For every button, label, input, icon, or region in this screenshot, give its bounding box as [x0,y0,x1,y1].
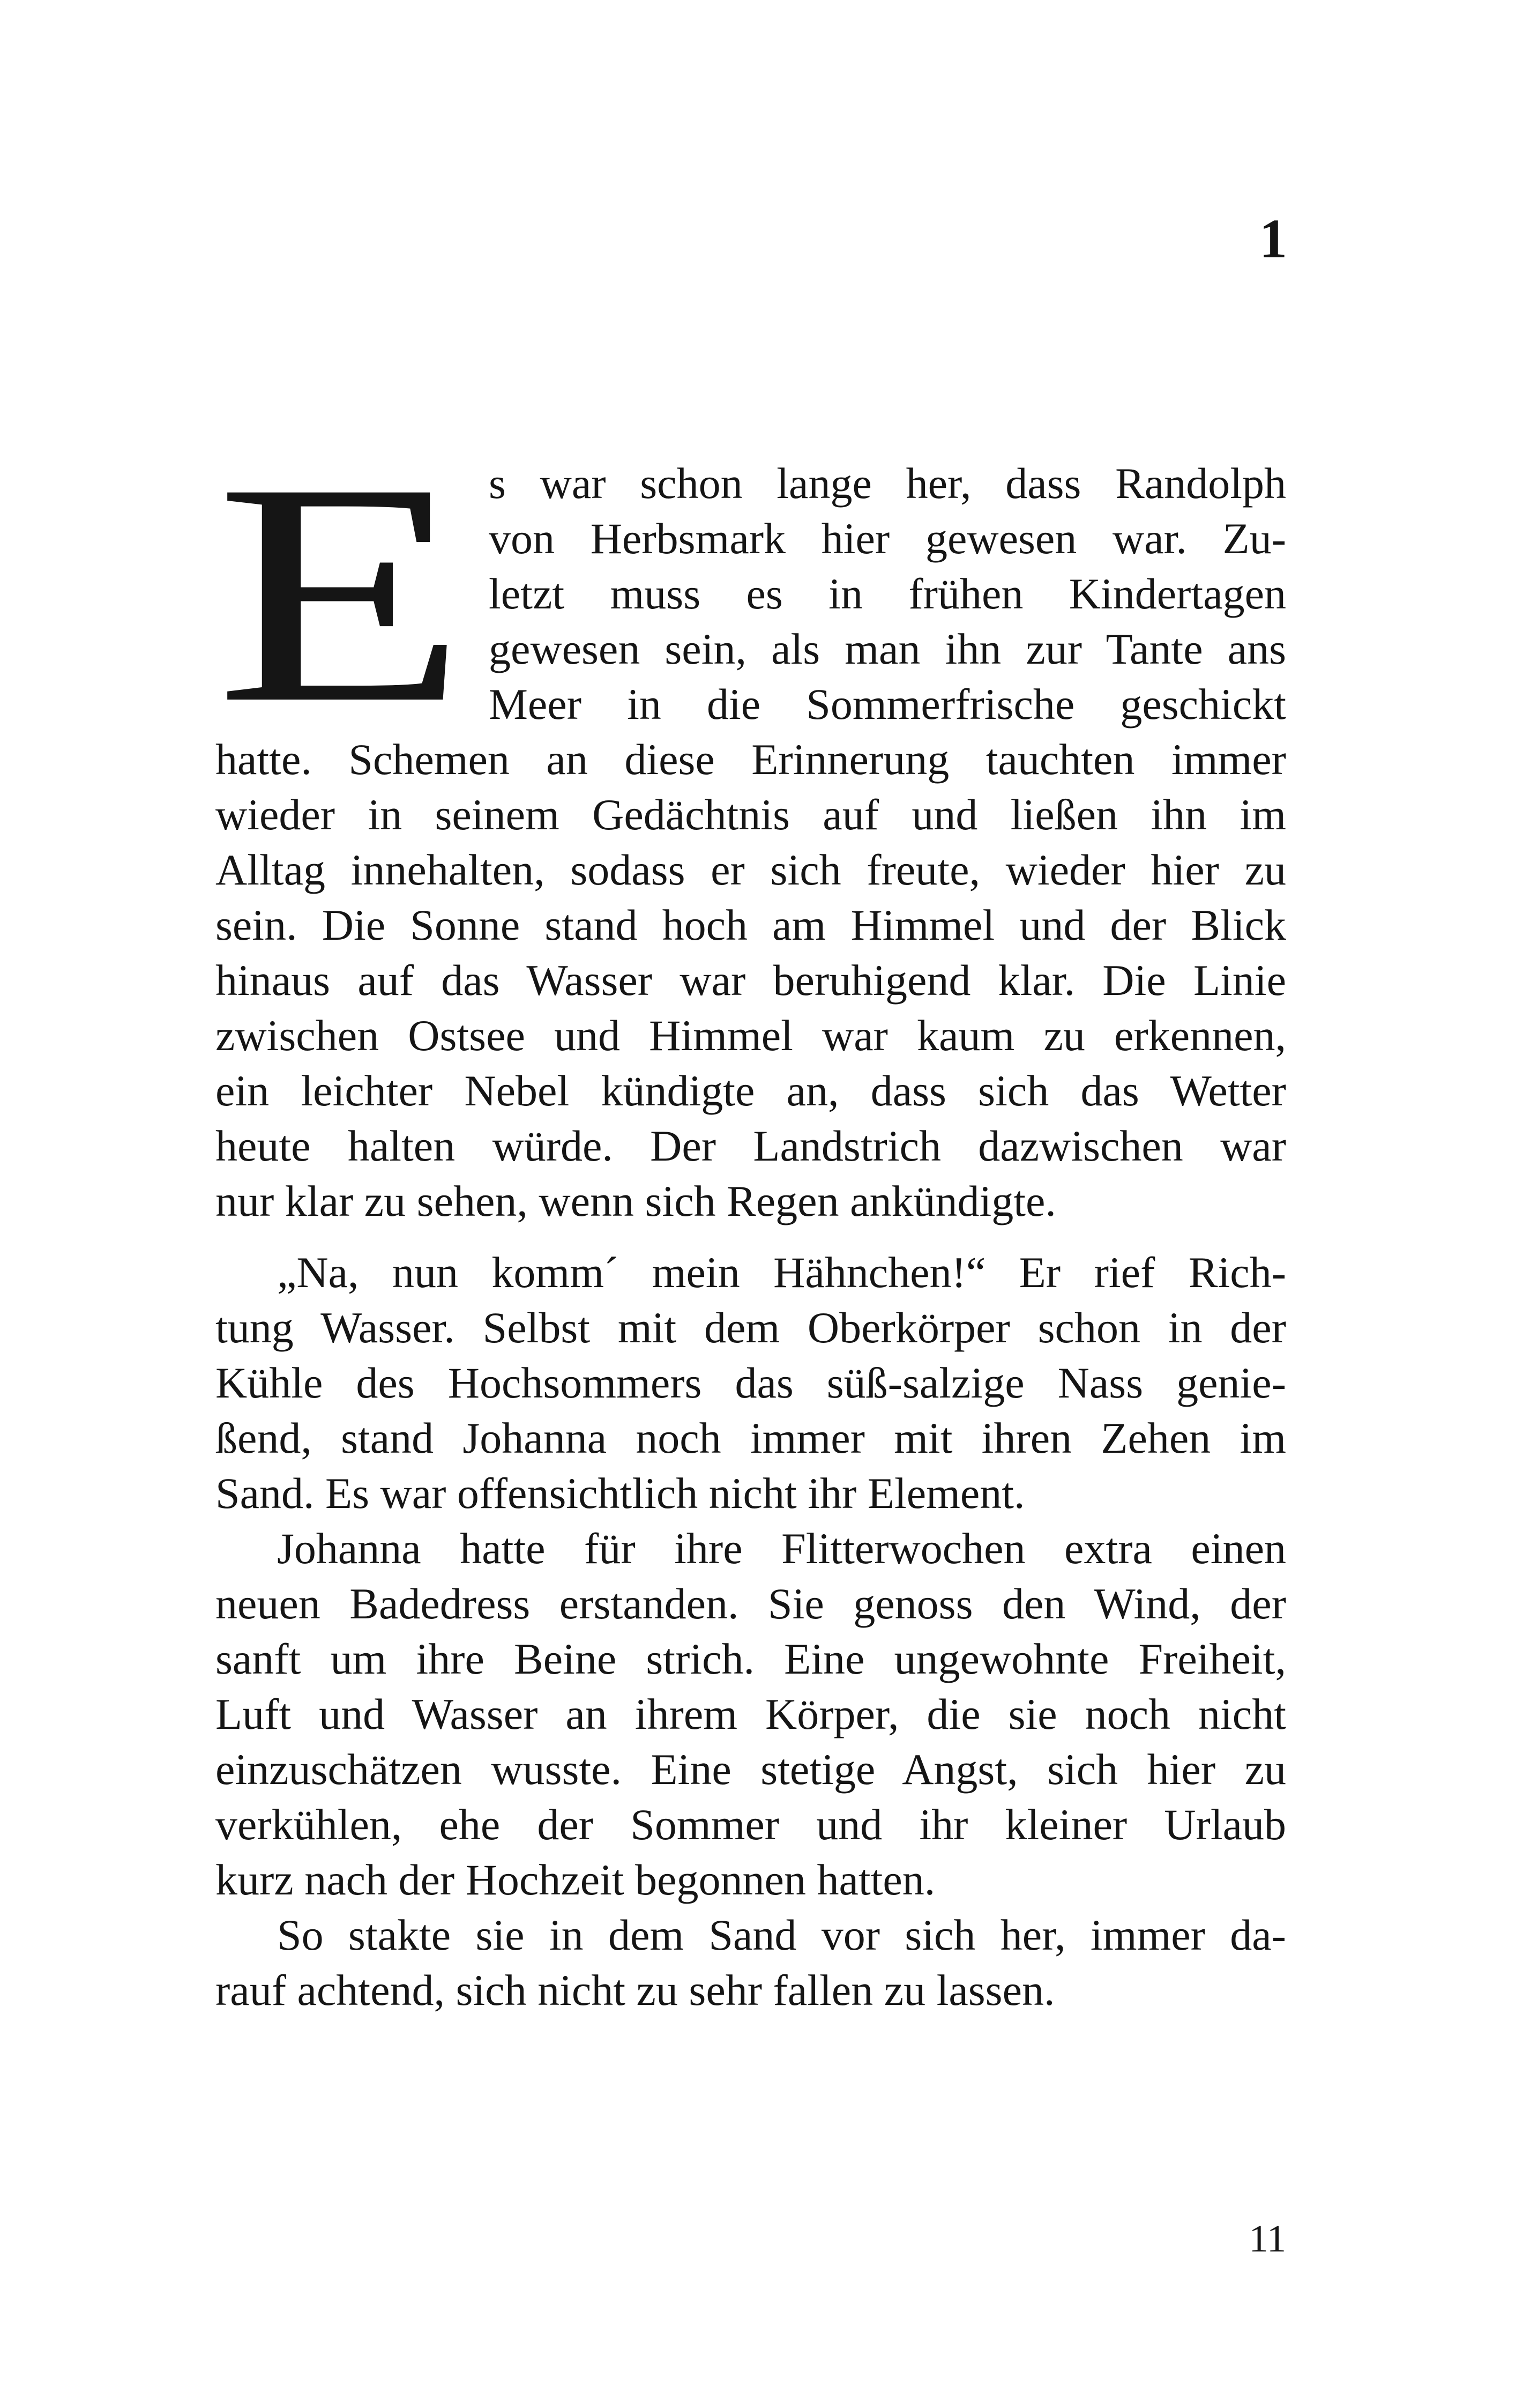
text-line: sanft um ihre Beine strich. Eine ungewohnte Freiheit, [215,1634,1286,1683]
drop-cap-glyph: E [215,456,467,724]
paragraph-3 [215,1521,1286,1907]
text-line: Alltag innehalten, sodass er sich freute, wieder hier zu [215,845,1286,894]
text-line: wieder in seinem Gedächtnis auf und ließen ihn im [215,790,1286,839]
text-line: neuen Badedress erstanden. Sie genoss den Wind, der [215,1579,1286,1628]
text-line: „Na, nun komm´ mein Hähnchen!“ Er rief Rich- [277,1248,1286,1297]
text-line: ein leichter Nebel kündigte an, dass sich das Wetter [215,1066,1286,1115]
text-line: Luft und Wasser an ihrem Körper, die sie noch nicht [215,1690,1286,1738]
text-line: hatte. Schemen an diese Erinnerung tauchten immer [215,735,1286,784]
text-line: s war schon lange her, dass Randolph [489,459,1286,508]
text-line: Johanna hatte für ihre Flitterwochen extra einen [277,1524,1286,1573]
text-line: gewesen sein, als man ihn zur Tante ans [489,625,1286,673]
text-line: sein. Die Sonne stand hoch am Himmel und der Blick [215,901,1286,949]
text-line: ßend, stand Johanna noch immer mit ihren Zehen im [215,1414,1286,1462]
text-line: Kühle des Hochsommers das süß-salzige Nass genie- [215,1358,1286,1407]
text-line: einzuschätzen wusste. Eine stetige Angst, sich hier zu [215,1745,1286,1794]
text-line: heute halten würde. Der Landstrich dazwischen war [215,1121,1286,1170]
text-line: verkühlen, ehe der Sommer und ihr kleiner Urlaub [215,1800,1286,1849]
paragraph-4 [215,1907,1286,2018]
text-line: hinaus auf das Wasser war beruhigend klar. Die Linie [215,956,1286,1005]
text-line: Sand. Es war offensichtlich nicht ihr Element. [215,1469,1025,1518]
text-line: nur klar zu sehen, wenn sich Regen ankündigte. [215,1177,1056,1225]
text-line: tung Wasser. Selbst mit dem Oberkörper schon in der [215,1303,1286,1352]
text-line: von Herbsmark hier gewesen war. Zu- [489,514,1286,563]
text-line: Meer in die Sommerfrische geschickt [489,680,1286,729]
text-line: zwischen Ostsee und Himmel war kaum zu erkennen, [215,1011,1286,1060]
text-line: kurz nach der Hochzeit begonnen hatten. [215,1855,936,1904]
drop-cap-letter [215,456,478,724]
text-line: rauf achtend, sich nicht zu sehr fallen zu lassen. [215,1966,1055,2015]
text-line: So stakte sie in dem Sand vor sich her, immer da- [277,1911,1286,1959]
chapter-number: 1 [1259,208,1287,270]
section-gap [215,1229,1286,1245]
page-number: 11 [1249,2217,1286,2260]
chapter-text [215,456,1286,2018]
text-line: letzt muss es in frühen Kindertagen [489,569,1286,618]
paragraph-2 [215,1245,1286,1521]
